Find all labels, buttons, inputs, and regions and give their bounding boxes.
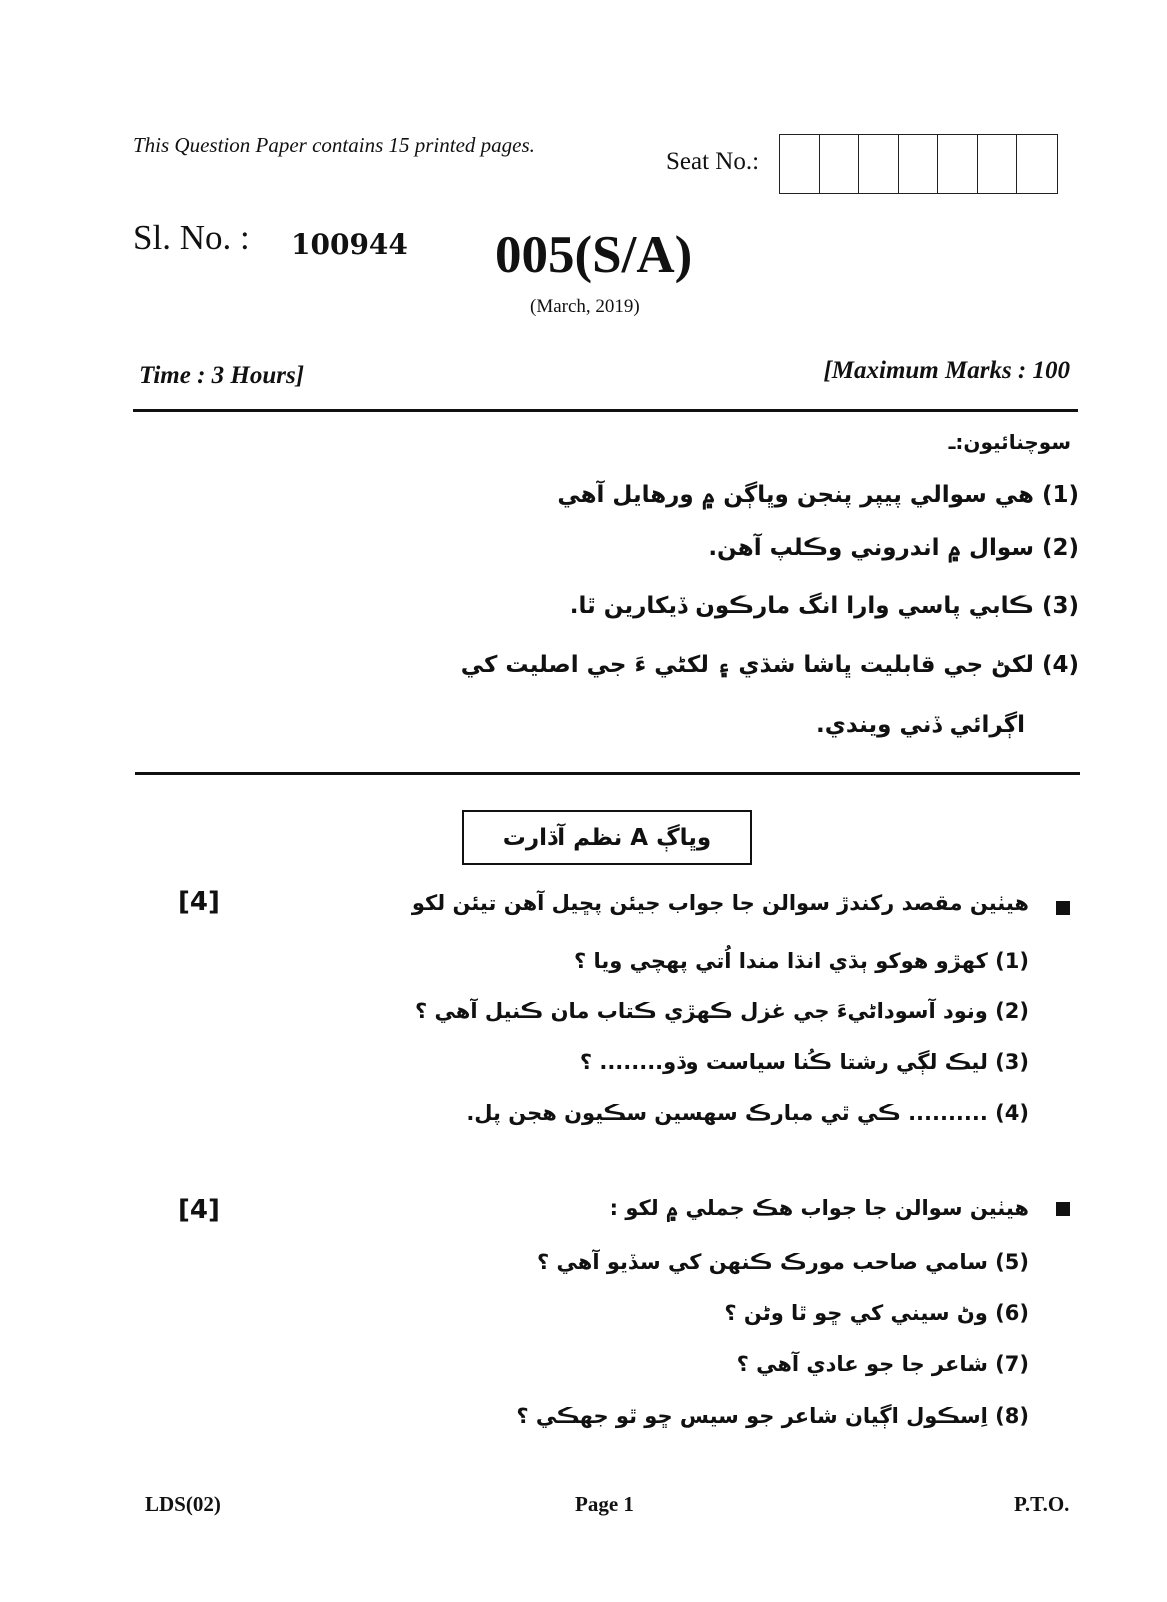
bullet-square-icon bbox=[1056, 1202, 1070, 1216]
question-group-heading: هيٺين سوالن جا جواب هڪ جملي ۾ لکو : bbox=[609, 1196, 1029, 1220]
question-item: (2) ونود آسوداڻيءَ جي غزل ڪهڙي ڪتاب مان ڪنيل آهي ؟ bbox=[415, 999, 1029, 1023]
question-group-marks: [4] bbox=[178, 1195, 220, 1225]
paper-code: 005(S/A) bbox=[495, 226, 693, 284]
page-number: Page 1 bbox=[575, 1492, 634, 1516]
pages-count-note: This Question Paper contains 15 printed pages. bbox=[133, 133, 535, 157]
question-group-heading: هيٺين مقصد رکندڙ سوالن جا جواب جيئن پڇيل آهن تيئن لکو bbox=[411, 891, 1029, 915]
seat-number-box bbox=[820, 135, 860, 193]
question-item: (5) سامي صاحب مورڪ ڪنهن کي سڏيو آهي ؟ bbox=[537, 1250, 1029, 1274]
instruction-item: (1) هي سوالي پيپر پنجن وڀاڳن ۾ ورهايل آهي bbox=[557, 482, 1079, 508]
serial-number-label: Sl. No. : bbox=[133, 218, 250, 257]
instruction-item: (3) ڪابي پاسي وارا انگ مارڪون ڏيکارين ٿا. bbox=[569, 593, 1079, 619]
question-group-marks: [4] bbox=[178, 887, 220, 917]
please-turn-over: P.T.O. bbox=[1014, 1492, 1070, 1516]
seat-number-box bbox=[899, 135, 939, 193]
seat-number-box bbox=[780, 135, 820, 193]
footer-code: LDS(02) bbox=[145, 1492, 221, 1516]
maximum-marks: [Maximum Marks : 100 bbox=[823, 357, 1070, 384]
section-title: وڀاڳ A نظم آڌارت bbox=[502, 824, 712, 851]
seat-number-box bbox=[1017, 135, 1057, 193]
time-allowed: Time : 3 Hours] bbox=[139, 362, 305, 389]
header-divider bbox=[133, 409, 1078, 412]
question-item: (8) اِسڪول اڳيان شاعر جو سيس ڇو ٿو جهڪي ؟ bbox=[516, 1404, 1029, 1428]
seat-number-label: Seat No.: bbox=[666, 148, 760, 175]
bullet-square-icon bbox=[1056, 901, 1070, 915]
serial-number-value: 100944 bbox=[291, 228, 408, 261]
seat-number-boxes bbox=[779, 134, 1058, 194]
seat-number-box bbox=[859, 135, 899, 193]
instruction-item: (2) سوال ۾ اندروني وڪلپ آهن. bbox=[708, 535, 1079, 561]
section-title-box bbox=[462, 810, 752, 865]
instructions-heading: سوچنائيون:ـ bbox=[948, 430, 1071, 454]
instructions-divider bbox=[135, 772, 1080, 775]
instruction-item-continued: اڳرائي ڏني ويندي. bbox=[816, 712, 1025, 738]
question-item: (7) شاعر جا جو عادي آهي ؟ bbox=[736, 1352, 1029, 1376]
instruction-item: (4) لکڻ جي قابليت ڀاشا شڌي ۽ لکڻي ءَ جي اصليت کي bbox=[460, 652, 1079, 678]
seat-number-box bbox=[978, 135, 1018, 193]
exam-date: (March, 2019) bbox=[530, 296, 640, 317]
question-item: (1) کھڙو هوکو ٻڌي انڌا مندا اُتي پهچي ويا ؟ bbox=[574, 949, 1029, 973]
question-item: (4) .......... ڪي ٿي مبارڪ سهسين سڪيون هجن پل. bbox=[466, 1101, 1029, 1125]
question-item: (6) وڻ سيني کي ڇو ٿا وڻن ؟ bbox=[724, 1301, 1029, 1325]
seat-number-box bbox=[938, 135, 978, 193]
question-item: (3) ليڪ لڳي رشتا ڪُنا سياست وڌو........ ؟ bbox=[579, 1050, 1029, 1074]
